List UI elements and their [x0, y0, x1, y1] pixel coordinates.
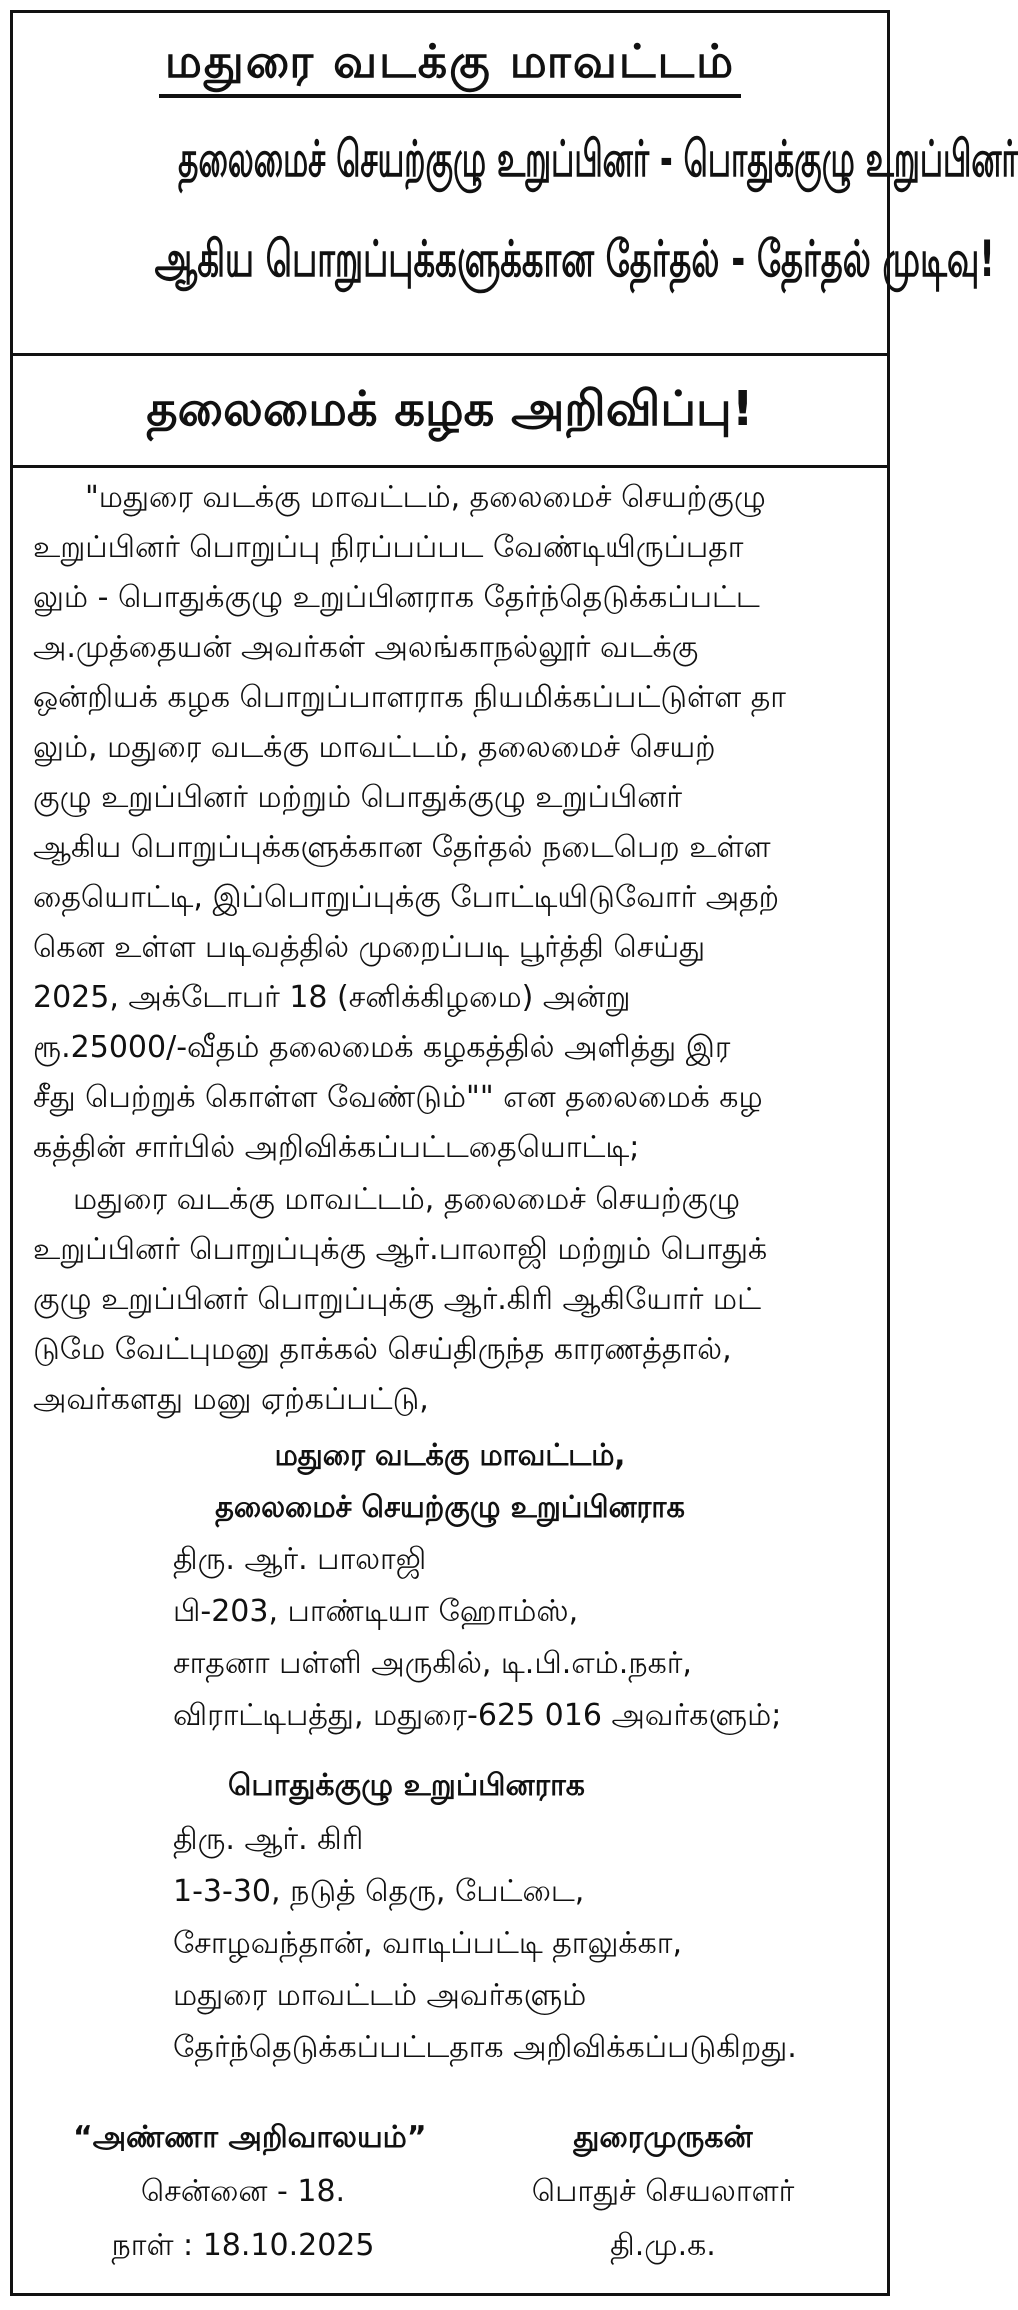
footer-city: சென்னை - 18.: [140, 2174, 346, 2209]
paragraph-1-line: லும் - பொதுக்குழு உறுப்பினராக தேர்ந்தெடுக்கப்பட்ட: [33, 580, 760, 615]
section-2-address-line: சோழவந்தான், வாடிப்பட்டி தாலுக்கா,: [173, 1926, 682, 1961]
section-1-address-line: பி-203, பாண்டியா ஹோம்ஸ்,: [173, 1594, 579, 1629]
paragraph-1-line: கென உள்ள படிவத்தில் முறைப்படி பூர்த்தி செய்து: [33, 930, 706, 965]
paragraph-1-line: ஒன்றியக் கழக பொறுப்பாளராக நியமிக்கப்பட்டுள்ள தா: [33, 680, 786, 715]
section-2-address-line: மதுரை மாவட்டம் அவர்களும்: [173, 1978, 587, 2013]
paragraph-2-line: டுமே வேட்புமனு தாக்கல் செய்திருந்த காரணத்தால்,: [33, 1332, 732, 1367]
title-line-2: ஆகிய பொறுப்புக்களுக்கான தேர்தல் - தேர்தல் முடிவு!: [154, 230, 995, 288]
section-1-address-line: திரு. ஆர். பாலாஜி: [173, 1542, 427, 1577]
notice-header: [13, 13, 1018, 356]
paragraph-2-line: மதுரை வடக்கு மாவட்டம், தலைமைச் செயற்குழு: [73, 1182, 741, 1217]
notice-heading: தலைமைக் கழக அறிவிப்பு!: [13, 353, 887, 468]
paragraph-2-line: குழு உறுப்பினர் பொறுப்புக்கு ஆர்.கிரி ஆகியோர் மட்: [33, 1282, 761, 1317]
paragraph-1-line: சீது பெற்றுக் கொள்ள வேண்டும்"" என தலைமைக் கழ: [33, 1080, 763, 1115]
footer-date: நாள் : 18.10.2025: [111, 2228, 375, 2263]
section-2-address-line: 1-3-30, நடுத் தெரு, பேட்டை,: [173, 1874, 585, 1909]
paragraph-1-line: லும், மதுரை வடக்கு மாவட்டம், தலைமைச் செயற்: [33, 730, 716, 765]
paragraph-1-line: "மதுரை வடக்கு மாவட்டம், தலைமைச் செயற்குழு: [85, 480, 766, 515]
title-line-1: தலைமைச் செயற்குழு உறுப்பினர் - பொதுக்குழு உறுப்பினர்: [178, 130, 1018, 188]
paragraph-1-line: ஆகிய பொறுப்புக்களுக்கான தேர்தல் நடைபெற உள்ள: [33, 830, 771, 865]
section-1-heading: மதுரை வடக்கு மாவட்டம்,: [274, 1438, 626, 1473]
paragraph-1-line: குழு உறுப்பினர் மற்றும் பொதுக்குழு உறுப்பினர்: [33, 780, 683, 815]
paragraph-1-line: தையொட்டி, இப்பொறுப்புக்கு போட்டியிடுவோர் அதற்: [33, 880, 780, 915]
section-1-address-line: விராட்டிபத்து, மதுரை-625 016 அவர்களும்;: [173, 1698, 782, 1733]
section-1-address-line: சாதனா பள்ளி அருகில், டி.பி.எம்.நகர்,: [173, 1646, 692, 1681]
footer-party: தி.மு.க.: [610, 2228, 716, 2263]
footer-designation: பொதுச் செயலாளர்: [531, 2174, 795, 2209]
district-title: மதுரை வடக்கு மாவட்டம்: [159, 35, 741, 98]
section-2-address-line: திரு. ஆர். கிரி: [173, 1822, 364, 1857]
section-1-heading: தலைமைச் செயற்குழு உறுப்பினராக: [215, 1490, 685, 1525]
paragraph-1-line: அ.முத்தையன் அவர்கள் அலங்காநல்லூர் வடக்கு: [33, 630, 699, 665]
section-2-address-line: தேர்ந்தெடுக்கப்பட்டதாக அறிவிக்கப்படுகிறது.: [173, 2030, 797, 2065]
notice-frame: [10, 10, 1018, 2296]
paragraph-1-line: உறுப்பினர் பொறுப்பு நிரப்பப்பட வேண்டியிருப்பதா: [33, 530, 744, 565]
footer-signatory: துரைமுருகன்: [573, 2120, 753, 2155]
paragraph-2-line: உறுப்பினர் பொறுப்புக்கு ஆர்.பாலாஜி மற்றும் பொதுக்: [33, 1232, 768, 1267]
paragraph-1-line: ரூ.25000/-வீதம் தலைமைக் கழகத்தில் அளித்து இர: [33, 1030, 731, 1065]
paragraph-1-line: கத்தின் சார்பில் அறிவிக்கப்பட்டதையொட்டி;: [33, 1130, 640, 1165]
footer-place-name: “அண்ணா அறிவாலயம்”: [73, 2120, 427, 2155]
paragraph-1-line: 2025, அக்டோபர் 18 (சனிக்கிழமை) அன்று: [33, 980, 631, 1015]
paragraph-2-line: அவர்களது மனு ஏற்கப்பட்டு,: [33, 1382, 429, 1417]
section-2-heading: பொதுக்குழு உறுப்பினராக: [228, 1768, 585, 1803]
